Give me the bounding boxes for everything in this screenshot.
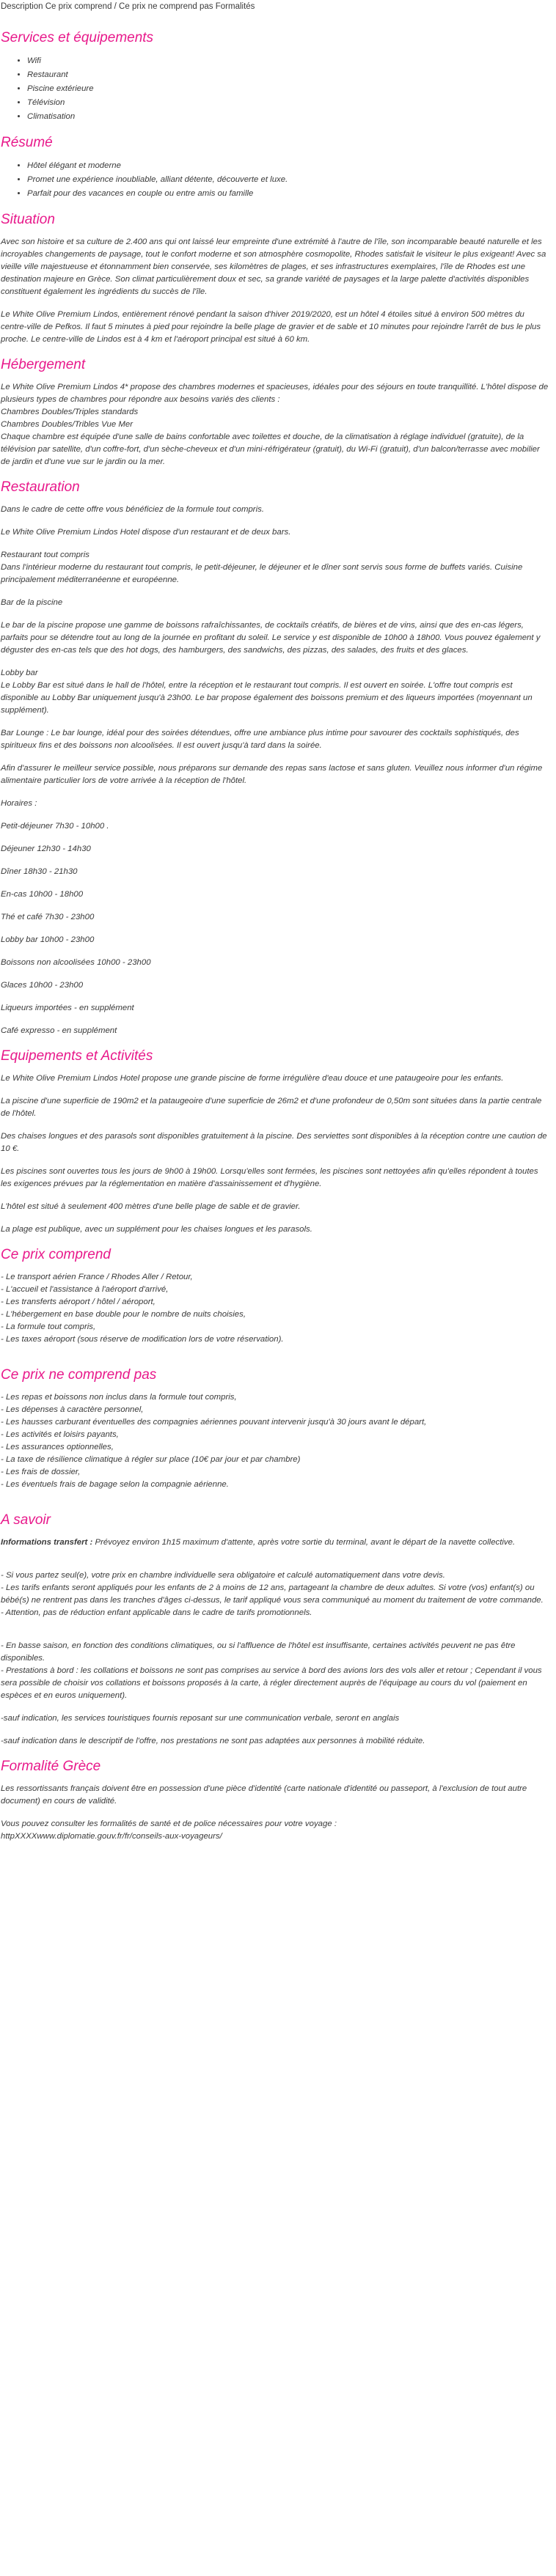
formalite-link-block bbox=[1, 1818, 550, 1843]
transfert-text: Prévoyez environ 1h15 maximum d'attente, après votre sortie du terminal, avant le départ de la navette collective. bbox=[92, 1538, 516, 1547]
savoir-note: -sauf indication dans le descriptif de l'offre, nos prestations ne sont pas adaptées aux personnes à mobilité réduite. bbox=[1, 1737, 425, 1745]
list-item: • Parfait pour des vacances en couple ou entre amis ou famille bbox=[27, 187, 550, 201]
list-item: • Hôtel élégant et moderne bbox=[27, 159, 550, 173]
horaire-item: Petit-déjeuner 7h30 - 10h00 . bbox=[1, 822, 109, 831]
transfert-info bbox=[1, 1537, 550, 1549]
savoir-item: - Attention, pas de réduction enfant applicable dans le cadre de tarifs promotionnels. bbox=[1, 1608, 312, 1617]
resume-list bbox=[1, 159, 550, 201]
ne-comprend-item: - Les éventuels frais de bagage selon la compagnie aérienne. bbox=[1, 1480, 229, 1489]
horaire-item: Glaces 10h00 - 23h00 bbox=[1, 981, 84, 990]
savoir-item: - Prestations à bord : les collations et boissons ne sont pas comprises au service à bord des avions lors des vols aller et retour ; Cependant il vous sera possible de choisir vos collations et boissons proposés à la carte, à régler directement auprès de l'équipage au cours du vol (paiement en espèces et en euros uniquement). bbox=[1, 1666, 542, 1700]
ne-comprend-item: - Les activités et loisirs payants, bbox=[1, 1430, 119, 1439]
services-list bbox=[1, 54, 550, 124]
pool-bar-subtitle: Bar de la piscine bbox=[1, 598, 63, 607]
equipements-paragraph: L'hôtel est situé à seulement 400 mètres d'une belle plage de sable et de gravier. bbox=[1, 1202, 301, 1211]
equipements-paragraph: Les piscines sont ouvertes tous les jours de 9h00 à 19h00. Lorsqu'elles sont fermées, les piscines sont nettoyées afin qu'elles répondent à toutes les exigences prévues par la réglementation en matière d'assainissement et d'hygiène. bbox=[1, 1167, 538, 1188]
ne-comprend-item: - La taxe de résilience climatique à régler sur place (10€ par jour et par chambre) bbox=[1, 1455, 301, 1464]
equipements-paragraph: La plage est publique, avec un supplément pour les chaises longues et les parasols. bbox=[1, 1225, 312, 1234]
savoir-item: - Les tarifs enfants seront appliqués pour les enfants de 2 à moins de 12 ans, partageant la chambre de deux adultes. Si votre (vos) enfant(s) ou bébé(s) ne rentrent pas dans les tranches d'âges ci-dessus, le tarif appliqué vous sera communiqué au moment du traitement de votre commande. bbox=[1, 1583, 544, 1605]
formalite-paragraph: Les ressortissants français doivent être en possession d'une pièce d'identité (carte nationale d'identité ou passeport, à l'exclusion de tout autre document) en cours de validité. bbox=[1, 1784, 527, 1806]
comprend-title: Ce prix comprend bbox=[1, 1247, 111, 1262]
horaire-item: Thé et café 7h30 - 23h00 bbox=[1, 913, 95, 921]
horaire-item: Café expresso - en supplément bbox=[1, 1026, 117, 1035]
list-item: • Promet une expérience inoubliable, alliant détente, découverte et luxe. bbox=[27, 173, 550, 187]
ne-comprend-item: - Les frais de dossier, bbox=[1, 1468, 81, 1476]
restauration-title: Restauration bbox=[1, 479, 80, 495]
services-title: Services et équipements bbox=[1, 30, 154, 45]
horaire-item: Déjeuner 12h30 - 14h30 bbox=[1, 844, 91, 853]
list-item: • Piscine extérieure bbox=[27, 82, 550, 96]
lobby-bar-paragraph: Le Lobby Bar est situé dans le hall de l'hôtel, entre la réception et le restaurant tout compris. Il est ouvert en soirée. L'offre tout compris est disponible au Lobby Bar uniquement jusqu'à 23h00. Le bar propose également des boissons premium et des liqueurs importées (moyennant un supplément). bbox=[1, 681, 533, 715]
equipements-paragraph: Des chaises longues et des parasols sont disponibles gratuitement à la piscine. Des serviettes sont disponibles à la réception contre une caution de 10 €. bbox=[1, 1132, 547, 1153]
lobby-bar-subtitle: Lobby bar bbox=[1, 669, 38, 677]
formalite-link[interactable]: httpXXXXwww.diplomatie.gouv.fr/fr/conseils-aux-voyageurs/ bbox=[1, 1832, 222, 1841]
breadcrumb: Description Ce prix comprend / Ce prix ne comprend pas Formalités bbox=[1, 2, 255, 11]
resume-title: Résumé bbox=[1, 135, 53, 150]
ne-comprend-item: - Les dépenses à caractère personnel, bbox=[1, 1405, 144, 1414]
hebergement-line: Chambres Doubles/Tribles Vue Mer bbox=[1, 420, 133, 429]
ne-comprend-item: - Les assurances optionnelles, bbox=[1, 1443, 114, 1451]
savoir-block-2 bbox=[1, 1640, 550, 1702]
list-item: • Télévision bbox=[27, 96, 550, 110]
savoir-block-1 bbox=[1, 1569, 550, 1619]
horaire-item: En-cas 10h00 - 18h00 bbox=[1, 890, 84, 899]
list-item: • Restaurant bbox=[27, 68, 550, 82]
hebergement-line: Le White Olive Premium Lindos 4* propose des chambres modernes et spacieuses, idéales pour des séjours en toute tranquillité. L'hôtel dispose de plusieurs types de chambres pour répondre aux besoins variés des clients : bbox=[1, 383, 549, 404]
situation-paragraph: Avec son histoire et sa culture de 2.400 ans qui ont laissé leur empreinte d'une extrémité à l'autre de l'île, son incomparable beauté naturelle et les incroyables changements de paysage, tout le confort moderne et son atmosphère cosmopolite, Rhodes satisfait le visiteur le plus exigeant! Avec sa vieille ville majestueuse et étonnamment bien conservée, ses kilomètres de plages, et ses infrastructures exemplaires, l'île de Rhodes est une destination majeure en Grèce. Son climat particulièrement doux et sec, sa grande variété de paysages et la large palette d'activités disponibles constituent également les ingrédients du succès de l'île. bbox=[1, 238, 546, 296]
ne-comprend-item: - Les hausses carburant éventuelles des compagnies aériennes pouvant intervenir jusqu'à 30 jours avant le départ, bbox=[1, 1418, 427, 1427]
savoir-item: - En basse saison, en fonction des conditions climatiques, ou si l'affluence de l'hôtel est insuffisante, certaines activités peuvent ne pas être disponibles. bbox=[1, 1641, 516, 1663]
ne-comprend-title: Ce prix ne comprend pas bbox=[1, 1367, 157, 1383]
hebergement-text bbox=[1, 381, 550, 468]
ne-comprend-list bbox=[1, 1391, 550, 1491]
horaire-item: Dîner 18h30 - 21h30 bbox=[1, 867, 78, 876]
savoir-title: A savoir bbox=[1, 1512, 51, 1528]
hebergement-line: Chambres Doubles/Triples standards bbox=[1, 408, 139, 416]
hebergement-title: Hébergement bbox=[1, 357, 86, 372]
comprend-item: - L'hébergement en base double pour le nombre de nuits choisies, bbox=[1, 1310, 246, 1319]
restauration-paragraph: Le White Olive Premium Lindos Hotel dispose d'un restaurant et de deux bars. bbox=[1, 528, 291, 537]
comprend-item: - L'accueil et l'assistance à l'aéroport d'arrivé, bbox=[1, 1285, 169, 1294]
restaurant-subtitle: Restaurant tout compris bbox=[1, 551, 89, 559]
comprend-item: - Les taxes aéroport (sous réserve de modification lors de votre réservation). bbox=[1, 1335, 284, 1344]
lobby-bar-block bbox=[1, 667, 550, 717]
horaires-label: Horaires : bbox=[1, 799, 37, 808]
equipements-title: Equipements et Activités bbox=[1, 1048, 153, 1064]
formalite-title: Formalité Grèce bbox=[1, 1759, 101, 1774]
diet-paragraph: Afin d'assurer le meilleur service possible, nous préparons sur demande des repas sans lactose et sans gluten. Veuillez nous informer d'un régime alimentaire particulier lors de votre arrivée à la réception de l'hôtel. bbox=[1, 764, 543, 785]
list-item: • Wifi bbox=[27, 54, 550, 68]
ne-comprend-item: - Les repas et boissons non inclus dans la formule tout compris, bbox=[1, 1393, 237, 1402]
horaire-item: Liqueurs importées - en supplément bbox=[1, 1004, 134, 1012]
transfert-label: Informations transfert : bbox=[1, 1538, 93, 1547]
comprend-list bbox=[1, 1271, 550, 1346]
formalite-paragraph: Vous pouvez consulter les formalités de santé et de police nécessaires pour votre voyage : bbox=[1, 1819, 337, 1828]
horaire-item: Lobby bar 10h00 - 23h00 bbox=[1, 935, 95, 944]
equipements-paragraph: La piscine d'une superficie de 190m2 et la pataugeoire d'une superficie de 26m2 et d'une profondeur de 0,50m sont situées dans la partie centrale de l'hôtel. bbox=[1, 1097, 542, 1118]
restaurant-paragraph: Dans l'intérieur moderne du restaurant tout compris, le petit-déjeuner, le déjeuner et le dîner sont servis sous forme de buffets variés. Cuisine principalement méditerranéenne et européenne. bbox=[1, 563, 523, 584]
situation-title: Situation bbox=[1, 212, 55, 227]
restaurant-block bbox=[1, 549, 550, 586]
savoir-note: -sauf indication, les services touristiques fournis reposant sur une communication verbale, seront en anglais bbox=[1, 1714, 400, 1723]
list-item: • Climatisation bbox=[27, 110, 550, 124]
pool-bar-paragraph: Le bar de la piscine propose une gamme de boissons rafraîchissantes, de cocktails créatifs, de bières et de vins, ainsi que des en-cas légers, parfaits pour se détendre tout au long de la journée en profitant du soleil. Le service y est disponible de 10h00 à 18h00. Vous pouvez également y déguster des en-cas tels que des hot dogs, des hamburgers, des sandwichs, des pizzas, des salades, des fruits et des glaces. bbox=[1, 621, 541, 655]
equipements-paragraph: Le White Olive Premium Lindos Hotel propose une grande piscine de forme irrégulière d'eau douce et une pataugeoire pour les enfants. bbox=[1, 1074, 504, 1083]
hebergement-line: Chaque chambre est équipée d'une salle de bains confortable avec toilettes et douche, de la climatisation à réglage individuel (gratuite), de la télévision par satellite, d'un coffre-fort, d'un sèche-cheveux et d'un mini-réfrigérateur (gratuit), du Wi-Fi (gratuit), d'un balcon/terrasse avec mobilier de jardin et d'une vue sur le jardin ou la mer. bbox=[1, 433, 540, 466]
comprend-item: - Le transport aérien France / Rhodes Aller / Retour, bbox=[1, 1273, 193, 1281]
horaire-item: Boissons non alcoolisées 10h00 - 23h00 bbox=[1, 958, 151, 967]
restauration-paragraph: Dans le cadre de cette offre vous bénéficiez de la formule tout compris. bbox=[1, 505, 264, 514]
lounge-bar-paragraph: Bar Lounge : Le bar lounge, idéal pour des soirées détendues, offre une ambiance plus intime pour savourer des cocktails sophistiqués, des spiritueux fins et des boissons non alcoolisées. Il est ouvert jusqu'à tard dans la soirée. bbox=[1, 729, 519, 750]
savoir-item: - Si vous partez seul(e), votre prix en chambre individuelle sera obligatoire et calculé automatiquement dans votre devis. bbox=[1, 1571, 445, 1580]
situation-paragraph: Le White Olive Premium Lindos, entièrement rénové pendant la saison d'hiver 2019/2020, est un hôtel 4 étoiles situé à environ 500 mètres du centre-ville de Pefkos. Il faut 5 minutes à pied pour rejoindre la belle plage de gravier et de sable et 10 minutes pour rejoindre l'arrêt de bus le plus proche. Le centre-ville de Lindos est à 4 km et l'aéroport principal est situé à 60 km. bbox=[1, 310, 541, 344]
comprend-item: - Les transferts aéroport / hôtel / aéroport, bbox=[1, 1298, 156, 1306]
comprend-item: - La formule tout compris, bbox=[1, 1322, 96, 1331]
